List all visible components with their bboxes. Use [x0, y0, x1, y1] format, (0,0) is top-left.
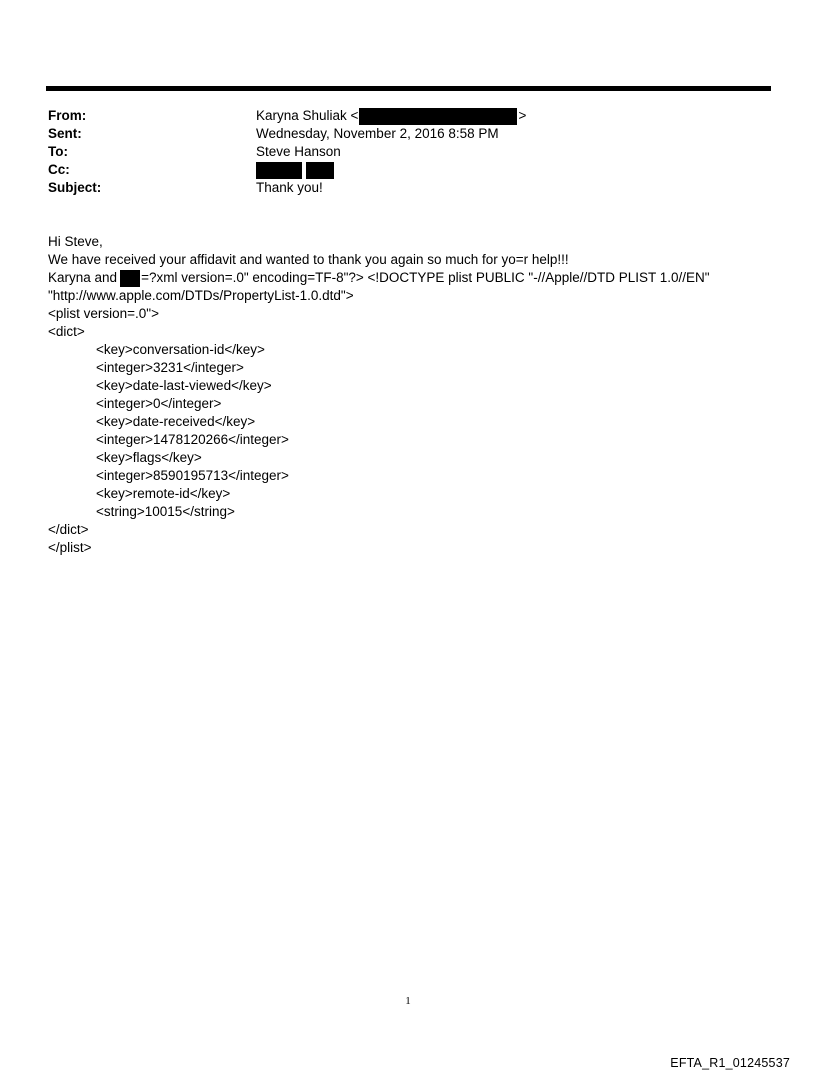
sent-label: Sent: — [48, 126, 82, 141]
body-line-3: "http://www.apple.com/DTDs/PropertyList-1.0.dtd"> — [48, 288, 354, 303]
header-divider — [46, 86, 771, 91]
to-label: To: — [48, 144, 68, 159]
email-header — [48, 107, 748, 197]
body-line-2-start: Karyna and — [48, 270, 118, 285]
from-label: From: — [48, 108, 87, 123]
plist-line: <key>conversation-id</key> — [96, 342, 265, 357]
from-name: Karyna Shuliak < — [256, 108, 359, 123]
redacted-cc-2 — [306, 162, 334, 179]
plist-line: <integer>8590195713</integer> — [96, 468, 289, 483]
plist-line: <integer>1478120266</integer> — [96, 432, 289, 447]
document-id: EFTA_R1_01245537 — [670, 1056, 790, 1070]
redacted-cc-1 — [256, 162, 302, 179]
body-line-2 — [48, 269, 768, 287]
plist-line: <key>remote-id</key> — [96, 486, 231, 501]
close-plist: </plist> — [48, 540, 92, 555]
from-close-bracket: > — [518, 108, 527, 123]
cc-label: Cc: — [48, 162, 70, 177]
plist-line: <integer>3231</integer> — [96, 360, 244, 375]
plist-line: <key>flags</key> — [96, 450, 202, 465]
body-line-2-rest: =?xml version=.0" encoding=TF-8"?> <!DOCTYPE plist PUBLIC "-//Apple//DTD PLIST 1.0//EN" — [141, 270, 710, 285]
email-body — [48, 233, 768, 557]
plist-line: <key>date-last-viewed</key> — [96, 378, 272, 393]
subject-row — [48, 179, 748, 197]
sent-row — [48, 125, 748, 143]
redacted-name — [120, 270, 140, 287]
cc-row — [48, 161, 748, 179]
plist-line: <string>10015</string> — [96, 504, 235, 519]
close-dict: </dict> — [48, 522, 89, 537]
from-row — [48, 107, 748, 125]
from-value — [256, 107, 526, 125]
cc-value — [256, 161, 334, 179]
body-line-4: <plist version=.0"> — [48, 306, 159, 321]
body-line-5: <dict> — [48, 324, 85, 339]
subject-value: Thank you! — [256, 180, 323, 195]
page-number: 1 — [405, 995, 411, 1007]
plist-line: <integer>0</integer> — [96, 396, 222, 411]
subject-label: Subject: — [48, 180, 102, 195]
to-row — [48, 143, 748, 161]
to-value: Steve Hanson — [256, 144, 341, 159]
body-line-1: We have received your affidavit and wanted to thank you again so much for yo=r help!!! — [48, 252, 569, 267]
redacted-email — [359, 108, 517, 125]
plist-line: <key>date-received</key> — [96, 414, 256, 429]
greeting: Hi Steve, — [48, 234, 103, 249]
sent-value: Wednesday, November 2, 2016 8:58 PM — [256, 126, 499, 141]
